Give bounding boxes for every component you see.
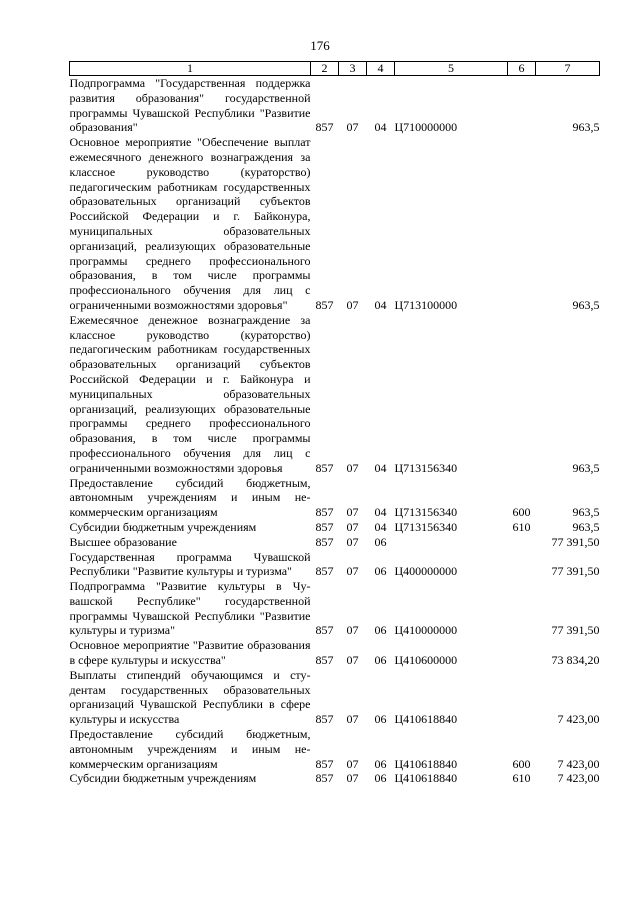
- row-rz: 07: [346, 120, 359, 135]
- row-pr: 06: [374, 756, 387, 771]
- row-vr: [508, 135, 536, 313]
- row-gr: 857: [315, 564, 334, 579]
- row-rz: 07: [346, 564, 359, 579]
- budget-table: [69, 61, 600, 786]
- row-pr: 06: [374, 564, 387, 579]
- row-sum: 7 423,00: [557, 712, 600, 727]
- row-vr: [508, 76, 536, 136]
- table-row: [70, 579, 600, 638]
- row-gr: 857: [315, 534, 334, 549]
- row-pr: 06: [374, 771, 387, 786]
- row-sum: 77 391,50: [551, 534, 600, 549]
- row-csr: Ц713100000: [394, 297, 458, 312]
- row-name: Ежемесячное денежное вознаграждение за классное руководство (кураторство) педагогическим работникам государственных образовательных организаций субъектов Российской Федерации и г. Байконура и муниципальных образовательных организаций, реализующих образовательные программы среднего профессионального образования, в том числе программы профессионального обучения для лиц с ограниченными возможностями здоровья: [69, 312, 311, 475]
- header-row: [70, 62, 600, 76]
- row-pr: 04: [374, 120, 387, 135]
- row-sum: 963,5: [572, 519, 600, 534]
- row-csr: Ц410600000: [394, 653, 458, 668]
- table-row: [70, 727, 600, 771]
- table-row: [70, 535, 600, 550]
- row-rz: 07: [346, 460, 359, 475]
- row-vr: [508, 579, 536, 638]
- row-rz: 07: [346, 519, 359, 534]
- row-pr: 06: [374, 653, 387, 668]
- table-row: [70, 520, 600, 535]
- row-vr: 600: [512, 505, 531, 520]
- row-sum: 77 391,50: [551, 564, 600, 579]
- row-gr: 857: [315, 460, 334, 475]
- row-csr: Ц713156340: [394, 519, 458, 534]
- row-gr: 857: [315, 712, 334, 727]
- row-sum: 7 423,00: [557, 771, 600, 786]
- header-cell-rz: 3: [339, 62, 367, 76]
- row-sum: 963,5: [572, 505, 600, 520]
- table-row: [70, 771, 600, 786]
- row-gr: 857: [315, 505, 334, 520]
- row-csr: [395, 535, 508, 550]
- row-sum: 73 834,20: [551, 653, 600, 668]
- row-gr: 857: [315, 519, 334, 534]
- row-rz: 07: [346, 534, 359, 549]
- row-csr: Ц410618840: [394, 712, 458, 727]
- table-row: [70, 638, 600, 668]
- row-name: Государственная программа Чувашской Республики "Развитие культуры и туризма": [69, 549, 311, 579]
- row-vr: 600: [512, 756, 531, 771]
- row-sum: 7 423,00: [557, 756, 600, 771]
- row-csr: Ц400000000: [394, 564, 458, 579]
- table-row: [70, 76, 600, 136]
- row-rz: 07: [346, 623, 359, 638]
- row-name: Основное мероприятие "Развитие образования в сфере культуры и искусства": [69, 638, 311, 668]
- row-pr: 06: [374, 623, 387, 638]
- page-number: 176: [310, 38, 330, 53]
- row-name: Подпрограмма "Государственная поддержка развития образования" государственной программы Чувашской Республики "Развитие образования": [69, 76, 311, 135]
- row-gr: 857: [315, 120, 334, 135]
- row-pr: 04: [374, 519, 387, 534]
- row-vr: [508, 313, 536, 476]
- row-name: Предоставление субсидий бюджетным, автономным учреждениям и иным некоммерческим организациям: [69, 727, 311, 771]
- row-pr: 06: [374, 712, 387, 727]
- row-vr: 610: [512, 519, 531, 534]
- header-cell-sum: 7: [536, 62, 600, 76]
- row-csr: Ц713156340: [394, 460, 458, 475]
- row-csr: Ц710000000: [394, 120, 458, 135]
- row-pr: 04: [374, 505, 387, 520]
- row-name: Выплаты стипендий обучающимся и студентам государственных образовательных организаций Чувашской Республики в сфере культуры и искусства: [69, 667, 311, 727]
- header-cell-vr: 6: [508, 62, 536, 76]
- header-cell-name: 1: [70, 62, 311, 76]
- row-name: Предоставление субсидий бюджетным, автономным учреждениям и иным некоммерческим организациям: [69, 475, 311, 520]
- row-rz: 07: [346, 712, 359, 727]
- header-cell-pr: 4: [367, 62, 395, 76]
- row-name: Субсидии бюджетным учреждениям: [69, 519, 257, 534]
- row-rz: 07: [346, 505, 359, 520]
- row-sum: 77 391,50: [551, 623, 600, 638]
- table-row: [70, 313, 600, 476]
- row-csr: Ц713156340: [394, 505, 458, 520]
- row-vr: [508, 668, 536, 727]
- row-name: Основное мероприятие "Обеспечение выплат ежемесячного денежного вознаграждения за классное руководство (кураторство) педагогическим работникам государственных образовательных организаций субъектов Российской Федерации и г. Байконура, муниципальных образовательных организаций, реализующих образовательные программы среднего профессионального образования, в том числе программы профессионального обучения для лиц с ограниченными возможностями здоровья": [69, 135, 311, 312]
- table-row: [70, 668, 600, 727]
- header-cell-csr: 5: [395, 62, 508, 76]
- row-gr: 857: [315, 297, 334, 312]
- row-sum: 963,5: [572, 297, 600, 312]
- row-csr: Ц410618840: [394, 771, 458, 786]
- row-name: Подпрограмма "Развитие культуры в Чувашской Республике" государственной программы Чувашской Республики "Развитие культуры и туризма": [69, 579, 311, 638]
- row-vr: [508, 638, 536, 668]
- row-pr: 04: [374, 297, 387, 312]
- row-rz: 07: [346, 297, 359, 312]
- row-vr: [508, 535, 536, 550]
- row-sum: 963,5: [572, 120, 600, 135]
- table-row: [70, 135, 600, 313]
- row-rz: 07: [346, 653, 359, 668]
- table-row: [70, 476, 600, 520]
- row-rz: 07: [346, 756, 359, 771]
- row-csr: Ц410000000: [394, 623, 458, 638]
- row-gr: 857: [315, 623, 334, 638]
- row-name: Субсидии бюджетным учреждениям: [69, 771, 257, 786]
- header-cell-gr: 2: [311, 62, 339, 76]
- row-pr: 04: [374, 460, 387, 475]
- table-row: [70, 550, 600, 580]
- row-pr: 06: [374, 534, 387, 549]
- row-gr: 857: [315, 756, 334, 771]
- row-csr: Ц410618840: [394, 756, 458, 771]
- row-rz: 07: [346, 771, 359, 786]
- row-name: Высшее образование: [69, 534, 177, 549]
- row-vr: [508, 550, 536, 580]
- row-gr: 857: [315, 771, 334, 786]
- row-sum: 963,5: [572, 460, 600, 475]
- row-gr: 857: [315, 653, 334, 668]
- row-vr: 610: [512, 771, 531, 786]
